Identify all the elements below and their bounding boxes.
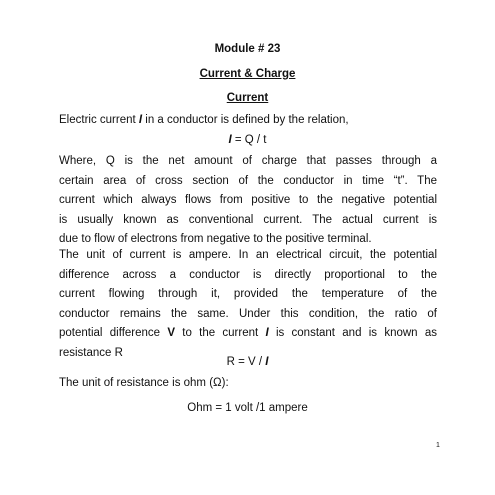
equation-current (0, 133, 495, 147)
equation-current-rest: = Q / t (231, 134, 267, 146)
intro-paragraph (59, 111, 437, 131)
paragraph-line: Where, Q is the net amount of charge that passes through a (59, 155, 437, 167)
intro-text-pre: Electric current (59, 114, 139, 126)
line-text: to the current (175, 327, 266, 339)
paragraph-line: The unit of current is ampere. In an electrical circuit, the potential (59, 249, 437, 261)
equation-resistance (0, 355, 495, 369)
paragraph-line: The unit of resistance is ohm (Ω): (59, 377, 229, 389)
voltage-symbol: V (167, 327, 175, 339)
intro-text-post: in a conductor is defined by the relation, (142, 114, 349, 126)
paragraph-line: certain area of cross section of the conductor in time “t”. The (59, 174, 437, 187)
resistance-unit-paragraph (59, 374, 437, 394)
paragraph-line: conductor remains the same. Under this condition, the ratio of (59, 307, 437, 320)
current-symbol: I (265, 327, 269, 339)
resistance-paragraph (59, 246, 437, 363)
current-symbol: I (265, 356, 269, 368)
paragraph-line (59, 324, 437, 344)
line-text: potential difference (59, 327, 168, 339)
paragraph-line: due to flow of electrons from negative to the positive terminal. (59, 233, 372, 245)
equation-ohm: Ohm = 1 volt /1 ampere (187, 402, 308, 414)
topic-heading: Current & Charge (199, 68, 296, 80)
module-heading: Module # 23 (214, 43, 281, 55)
paragraph-line: current which always flows from positive to the negative potential (59, 194, 437, 206)
equation-resistance-text: R = V / (226, 356, 266, 368)
charge-paragraph (59, 152, 437, 250)
paragraph-line: current flowing through it, provided the temperature of the (59, 288, 437, 300)
equation-current-symbol: I (228, 134, 232, 146)
line-text: is constant and is known as (268, 327, 437, 339)
paragraph-line: is usually known as conventional current. The actual current is (59, 213, 437, 226)
section-heading: Current (226, 92, 269, 104)
paragraph-line: difference across a conductor is directly proportional to the (59, 268, 437, 281)
current-symbol: I (138, 114, 143, 126)
intro-line (59, 111, 437, 131)
paragraph-line: resistance R (59, 346, 123, 359)
page-number: 1 (436, 442, 440, 449)
